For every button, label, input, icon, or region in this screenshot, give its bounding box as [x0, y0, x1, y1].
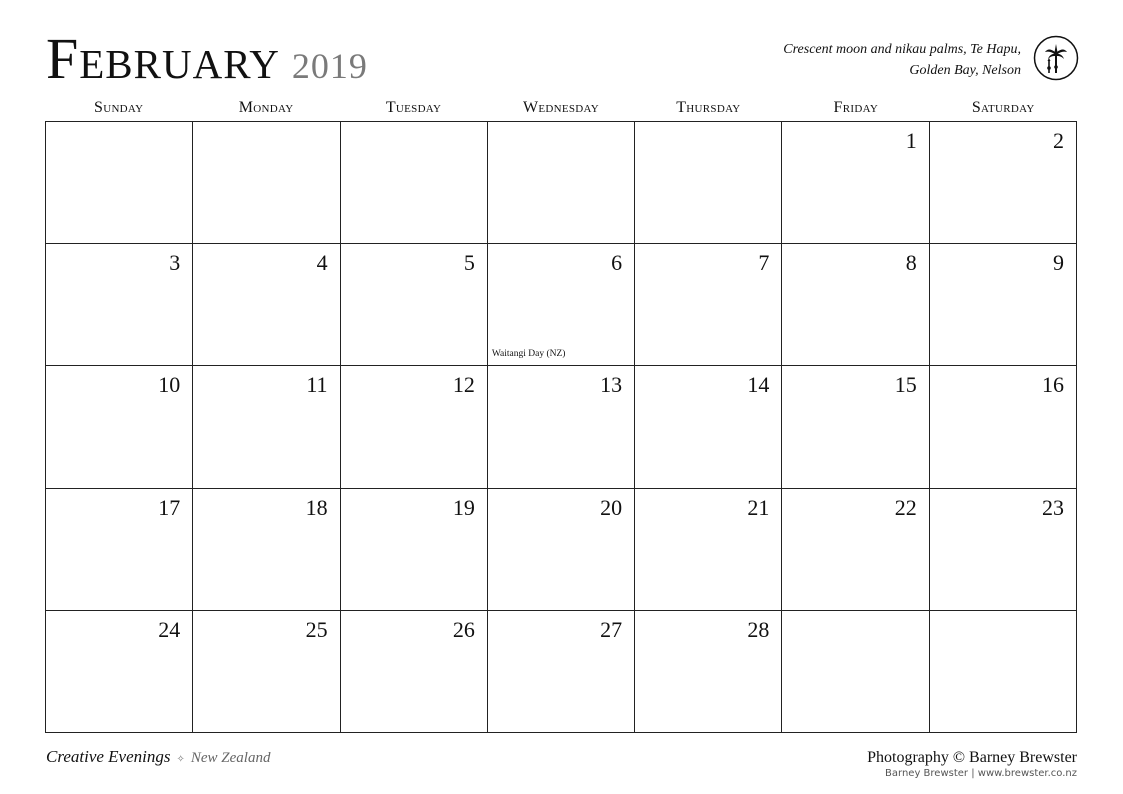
day-number: 2: [1053, 128, 1064, 153]
brand-name: Creative Evenings: [46, 747, 171, 766]
day-number: 13: [600, 372, 623, 398]
day-number: 27: [600, 616, 623, 642]
day-cell: [193, 489, 340, 611]
calendar-grid: [45, 121, 1077, 733]
day-cell: [635, 366, 782, 488]
day-number: 11: [306, 372, 328, 398]
day-cell: [46, 611, 193, 733]
empty-day-cell: [782, 611, 929, 733]
weekday-label: Wednesday: [522, 99, 600, 116]
day-number: 19: [452, 494, 475, 520]
weekday-label: Friday: [833, 99, 879, 116]
weekday-label: Saturday: [971, 99, 1035, 116]
day-cell: [193, 244, 340, 366]
day-number: 10: [158, 372, 181, 398]
weekday-header: [45, 99, 1077, 121]
day-number: 20: [600, 494, 623, 520]
day-number: 26: [452, 616, 475, 642]
empty-day-cell: [635, 122, 782, 244]
day-number: 7: [758, 250, 770, 276]
empty-day-cell: [46, 122, 193, 244]
website-credit: Barney Brewster | www.brewster.co.nz: [885, 768, 1077, 779]
day-cell: [782, 244, 929, 366]
photo-credit: Photography © Barney Brewster: [867, 749, 1077, 766]
day-number: 15: [894, 372, 917, 398]
weekday-label: Monday: [238, 99, 294, 116]
day-number: 17: [158, 494, 181, 520]
holiday-note: Waitangi Day (NZ): [491, 349, 566, 360]
day-number: 8: [905, 250, 917, 276]
day-cell: [782, 489, 929, 611]
day-number: 9: [1053, 250, 1064, 276]
day-cell: [782, 366, 929, 488]
day-number: 5: [463, 250, 475, 276]
weekday-label: Tuesday: [385, 99, 442, 116]
empty-day-cell: [930, 611, 1077, 733]
day-cell: [341, 489, 488, 611]
brand-country: New Zealand: [190, 750, 271, 766]
day-cell: [488, 366, 635, 488]
separator-icon: ✧: [176, 754, 185, 765]
year-title: 2019: [291, 46, 368, 86]
day-cell: [488, 244, 635, 366]
day-number: 21: [747, 494, 770, 520]
empty-day-cell: [341, 122, 488, 244]
day-cell: [930, 489, 1077, 611]
day-cell: [488, 489, 635, 611]
day-number: 24: [158, 616, 181, 642]
empty-day-cell: [193, 122, 340, 244]
day-cell: [930, 122, 1077, 244]
moon-nikau-palm-icon: [1033, 35, 1079, 81]
day-number: 16: [1042, 372, 1064, 398]
caption-line-1: Crescent moon and nikau palms, Te Hapu,: [783, 42, 1021, 57]
day-cell: [635, 244, 782, 366]
day-cell: [930, 244, 1077, 366]
day-cell: [341, 244, 488, 366]
caption-line-2: Golden Bay, Nelson: [909, 63, 1021, 78]
day-number: 22: [894, 494, 917, 520]
page-title: [46, 26, 368, 91]
day-cell: [193, 366, 340, 488]
photo-caption: [783, 39, 1021, 81]
day-cell: [46, 366, 193, 488]
day-cell: [341, 611, 488, 733]
day-number: 28: [747, 616, 770, 642]
day-number: 18: [305, 494, 328, 520]
day-cell: [930, 366, 1077, 488]
day-number: 3: [169, 250, 181, 276]
footer-brand: [46, 747, 270, 767]
day-cell: [46, 489, 193, 611]
day-cell: [782, 122, 929, 244]
month-title: February: [46, 26, 280, 91]
day-cell: [193, 611, 340, 733]
day-number: 6: [611, 250, 623, 276]
day-cell: [635, 489, 782, 611]
weekday-label: Thursday: [676, 99, 741, 116]
day-number: 25: [305, 616, 328, 642]
day-number: 1: [905, 128, 917, 153]
day-cell: [488, 611, 635, 733]
day-cell: [635, 611, 782, 733]
day-number: 14: [747, 372, 770, 398]
day-number: 4: [316, 250, 328, 276]
day-cell: [46, 244, 193, 366]
weekday-label: Sunday: [94, 99, 144, 116]
day-number: 12: [452, 372, 475, 398]
empty-day-cell: [488, 122, 635, 244]
day-cell: [341, 366, 488, 488]
day-number: 23: [1042, 494, 1064, 520]
